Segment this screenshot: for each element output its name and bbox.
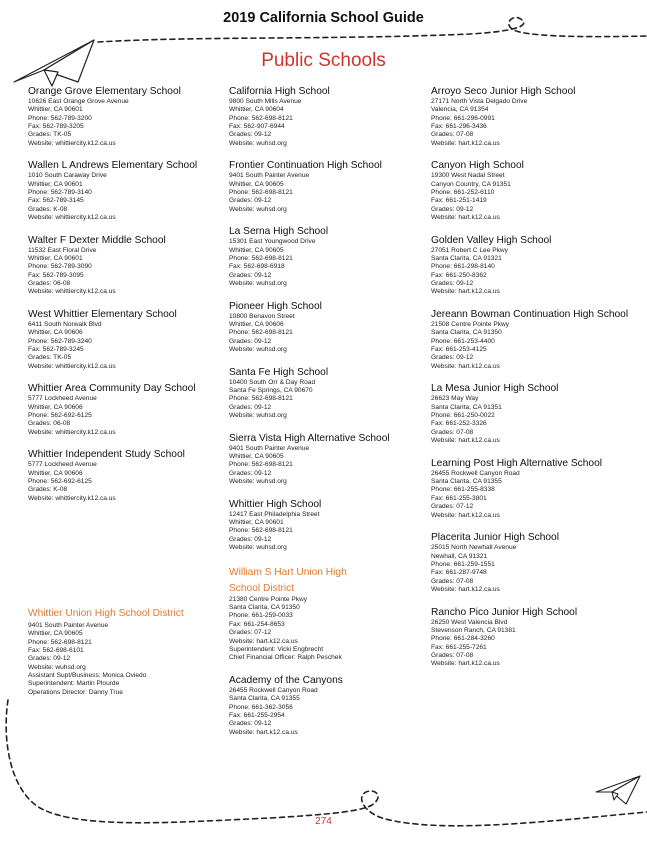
entry-detail-line: 27171 North Vista Delgado Drive: [431, 98, 528, 105]
school-entry: [28, 235, 228, 297]
entry-detail-line: Grades: 09-12: [431, 205, 474, 213]
entry-detail-line: Website: hart.k12.ca.us: [431, 511, 500, 519]
entry-detail-line: Website: hart.k12.ca.us: [229, 637, 298, 645]
entry-detail-line: Grades: 06-08: [28, 420, 71, 428]
column-2: [229, 86, 429, 749]
entry-detail-line: Grades: 07-08: [431, 131, 474, 139]
entry-detail-line: Phone: 562-698-8121: [229, 329, 293, 337]
entry-detail-line: Grades: 07-08: [431, 651, 474, 659]
entry-detail-line: Website: hart.k12.ca.us: [431, 139, 500, 147]
entry-detail-line: Superintendent: Martin Plourde: [28, 680, 120, 688]
entry-detail-line: Fax: 661-254-8653: [229, 620, 285, 628]
entry-detail-line: Whittier, CA 90606: [28, 329, 83, 337]
entry-detail-line: Grades: 09-12: [229, 131, 272, 139]
entry-detail-line: Fax: 661-255-7261: [431, 643, 487, 651]
entry-detail-line: Phone: 562-698-8121: [229, 189, 293, 197]
entry-detail-line: Whittier, CA 90606: [229, 321, 284, 329]
entry-detail-line: Website: hart.k12.ca.us: [229, 728, 298, 736]
entry-detail-line: Website: wuhsd.org: [229, 412, 287, 420]
entry-detail-line: Phone: 562-698-8121: [28, 638, 92, 646]
school-entry: [431, 532, 631, 594]
entry-detail-line: Grades: K-08: [28, 486, 68, 494]
entry-detail-line: Grades: 09-12: [28, 655, 71, 663]
entry-detail-line: Santa Fe Springs, CA 90670: [229, 387, 313, 395]
entry-detail-line: Website: wuhsd.org: [229, 139, 287, 147]
district-details: [229, 596, 429, 663]
school-name: Golden Valley High School: [431, 234, 552, 246]
entry-detail-line: 9401 South Painter Avenue: [229, 444, 310, 452]
entry-detail-line: Whittier, CA 90605: [28, 630, 83, 638]
entry-detail-line: Fax: 562-789-3095: [28, 271, 84, 279]
school-name: Placerita Junior High School: [431, 532, 559, 544]
entry-detail-line: Santa Clarita, CA 91355: [431, 478, 502, 486]
entry-detail-line: Phone: 661-253-4400: [431, 337, 495, 345]
entry-detail-line: Website: whittiercity.k12.ca.us: [28, 139, 116, 147]
section-title: Public Schools: [261, 50, 386, 71]
school-entry: [229, 86, 429, 148]
school-entry: [229, 160, 429, 214]
entry-detail-line: Superintendent: Vicki Engbrecht: [229, 645, 324, 653]
school-name: La Mesa Junior High School: [431, 383, 559, 395]
entry-detail-line: Phone: 562-789-3090: [28, 263, 92, 271]
entry-detail-line: Chief Financial Officer: Ralph Peschek: [229, 654, 342, 662]
entry-detail-line: Fax: 562-789-3145: [28, 197, 84, 205]
hart-district-entry: [229, 565, 429, 663]
school-name: Pioneer High School: [229, 300, 322, 312]
entry-detail-line: Website: whittiercity.k12.ca.us: [28, 362, 116, 370]
entry-detail-line: Website: hart.k12.ca.us: [431, 437, 500, 445]
school-entry: [229, 433, 429, 487]
entry-detail-line: 9401 South Painter Avenue: [229, 172, 310, 180]
entry-detail-line: 21380 Centre Pointe Pkwy: [229, 595, 308, 603]
entry-detail-line: Grades: TK-05: [28, 354, 72, 362]
entry-detail-line: Whittier, CA 90605: [229, 180, 284, 188]
school-entry: [431, 160, 631, 222]
entry-detail-line: Fax: 562-698-6918: [229, 263, 285, 271]
entry-detail-line: 10800 Benavon Street: [229, 312, 295, 320]
entry-detail-line: Website: hart.k12.ca.us: [431, 585, 500, 593]
entry-detail-line: 26623 May Way: [431, 395, 479, 403]
entry-detail-line: 27051 Robert C Lee Pkwy: [431, 246, 508, 254]
school-entry: [28, 309, 228, 371]
entry-detail-line: Grades: 09-12: [229, 535, 272, 543]
entry-detail-line: Fax: 661-255-3801: [431, 494, 487, 502]
entry-detail-line: Santa Clarita, CA 91321: [431, 255, 502, 263]
entry-detail-line: Website: wuhsd.org: [229, 346, 287, 354]
school-name: Whittier High School: [229, 498, 322, 510]
entry-detail-line: Phone: 562-698-8121: [229, 461, 293, 469]
entry-detail-line: Fax: 661-253-4125: [431, 346, 487, 354]
page-number: 274: [315, 816, 332, 827]
school-name: La Serna High School: [229, 226, 329, 238]
entry-detail-line: Operations Director: Danny True: [28, 688, 123, 696]
entry-detail-line: Fax: 562-907-6944: [229, 123, 285, 131]
entry-detail-line: Grades: 09-12: [229, 403, 272, 411]
entry-detail-line: Grades: 09-12: [431, 280, 474, 288]
entry-detail-line: Website: hart.k12.ca.us: [431, 214, 500, 222]
school-entry: [431, 607, 631, 669]
entry-detail-line: Fax: 661-287-9748: [431, 569, 487, 577]
entry-detail-line: Phone: 562-698-8121: [229, 395, 293, 403]
entry-detail-line: Fax: 661-296-3436: [431, 123, 487, 131]
entry-detail-line: Website: wuhsd.org: [28, 663, 86, 671]
entry-detail-line: Website: hart.k12.ca.us: [431, 362, 500, 370]
entry-detail-line: Whittier, CA 90601: [229, 519, 284, 527]
entry-detail-line: 25015 North Newhall Avenue: [431, 544, 517, 552]
entry-detail-line: Fax: 661-250-8362: [431, 271, 487, 279]
entry-detail-line: Fax: 562-789-3205: [28, 123, 84, 131]
entry-detail-line: Phone: 661-259-0033: [229, 612, 293, 620]
entry-detail-line: Website: whittiercity.k12.ca.us: [28, 288, 116, 296]
entry-detail-line: Website: whittiercity.k12.ca.us: [28, 428, 116, 436]
school-entry: [28, 86, 228, 148]
entry-detail-line: Santa Clarita, CA 91351: [431, 403, 502, 411]
entry-detail-line: Fax: 661-255-2954: [229, 711, 285, 719]
entry-detail-line: Grades: K-08: [28, 205, 68, 213]
entry-detail-line: Website: wuhsd.org: [229, 478, 287, 486]
school-name: Rancho Pico Junior High School: [431, 606, 578, 618]
entry-detail-line: Santa Clarita, CA 91350: [229, 604, 300, 612]
entry-detail-line: 15301 East Youngwood Drive: [229, 238, 316, 246]
entry-detail-line: Website: wuhsd.org: [229, 280, 287, 288]
entry-detail-line: Phone: 661-362-3056: [229, 703, 293, 711]
entry-detail-line: Canyon Country, CA 91351: [431, 180, 511, 188]
school-entry: [431, 86, 631, 148]
entry-detail-line: Phone: 562-789-3200: [28, 114, 92, 122]
entry-detail-line: Grades: 07-12: [431, 503, 474, 511]
entry-detail-line: Phone: 562-692-6125: [28, 412, 92, 420]
entry-detail-line: 6411 South Norwalk Blvd: [28, 321, 102, 329]
entry-detail-line: Phone: 562-692-6125: [28, 478, 92, 486]
entry-detail-line: Whittier, CA 90601: [28, 180, 83, 188]
school-name: West Whittier Elementary School: [28, 309, 177, 321]
school-entry: [431, 235, 631, 297]
school-name: Santa Fe High School: [229, 366, 329, 378]
entry-detail-line: Assistant Supt/Business: Monica Oviedo: [28, 672, 147, 680]
entry-detail-line: 19300 West Nadal Street: [431, 172, 505, 180]
school-name: Jereann Bowman Continuation High School: [431, 309, 629, 321]
school-name: Frontier Continuation High School: [229, 160, 382, 172]
entry-detail-line: Website: hart.k12.ca.us: [431, 660, 500, 668]
school-name: Learning Post High Alternative School: [431, 457, 603, 469]
entry-detail-line: Grades: 09-12: [229, 337, 272, 345]
entry-detail-line: Grades: 07-08: [431, 428, 474, 436]
entry-detail-line: Whittier, CA 90604: [229, 106, 284, 114]
school-entry: [28, 383, 228, 437]
entry-detail-line: Phone: 562-698-8121: [229, 527, 293, 535]
entry-detail-line: Phone: 661-298-8140: [431, 263, 495, 271]
entry-detail-line: Grades: 09-12: [431, 354, 474, 362]
district-name-continued: School District: [229, 582, 295, 594]
entry-detail-line: Phone: 661-252-6110: [431, 189, 495, 197]
school-entry: [431, 383, 631, 445]
guide-title: 2019 California School Guide: [223, 10, 424, 26]
whittier-district-entry: [28, 606, 238, 697]
district-name: William S Hart Union High: [229, 566, 347, 578]
entry-detail-line: Phone: 562-789-3140: [28, 189, 92, 197]
entry-detail-line: Phone: 661-255-8338: [431, 486, 495, 494]
entry-detail-line: Grades: 06-08: [28, 280, 71, 288]
entry-detail-line: Phone: 562-698-8121: [229, 114, 293, 122]
school-name: Canyon High School: [431, 160, 524, 172]
school-name: Walter F Dexter Middle School: [28, 234, 166, 246]
entry-detail-line: Fax: 661-252-3326: [431, 420, 487, 428]
entry-detail-line: Website: hart.k12.ca.us: [431, 288, 500, 296]
entry-detail-line: 26250 West Valencia Blvd: [431, 618, 508, 626]
entry-detail-line: 5777 Lockheed Avenue: [28, 461, 97, 469]
entry-detail-line: Santa Clarita, CA 91355: [229, 695, 300, 703]
entry-detail-line: Phone: 661-259-1551: [431, 560, 495, 568]
entry-detail-line: 12417 East Philadelphia Street: [229, 510, 320, 518]
school-entry: [229, 226, 429, 288]
entry-detail-line: Santa Clarita, CA 91350: [431, 329, 502, 337]
entry-detail-line: Phone: 562-698-8121: [229, 255, 293, 263]
entry-detail-line: Grades: 09-12: [229, 720, 272, 728]
entry-detail-line: Whittier, CA 90601: [28, 106, 83, 114]
school-entry: [431, 458, 631, 520]
school-name: California High School: [229, 86, 330, 97]
entry-detail-line: 10626 East Orange Grove Avenue: [28, 98, 129, 105]
entry-detail-line: Website: whittiercity.k12.ca.us: [28, 494, 116, 502]
column-1: [28, 86, 228, 515]
school-name: Wallen L Andrews Elementary School: [28, 160, 198, 172]
entry-detail-line: Newhall, CA 91321: [431, 552, 488, 560]
entry-detail-line: Grades: 09-12: [229, 271, 272, 279]
entry-detail-line: Website: wuhsd.org: [229, 205, 287, 213]
entry-detail-line: Grades: 09-12: [229, 197, 272, 205]
entry-detail-line: Grades: 07-12: [229, 629, 272, 637]
school-entry: [28, 160, 228, 222]
entry-detail-line: Website: whittiercity.k12.ca.us: [28, 214, 116, 222]
school-name: Orange Grove Elementary School: [28, 86, 181, 97]
school-entry: [229, 367, 429, 421]
entry-detail-line: 21508 Centre Pointe Pkwy: [431, 321, 510, 329]
entry-detail-line: Website: wuhsd.org: [229, 544, 287, 552]
entry-detail-line: Whittier, CA 90606: [28, 403, 83, 411]
entry-detail-line: Phone: 661-296-0991: [431, 114, 495, 122]
school-name: Arroyo Seco Junior High School: [431, 86, 576, 97]
entry-detail-line: Grades: 07-08: [431, 577, 474, 585]
school-entry: [229, 499, 429, 553]
school-entry: [431, 309, 631, 371]
entry-detail-line: Fax: 562-698-6101: [28, 647, 84, 655]
entry-detail-line: Phone: 661-284-3260: [431, 635, 495, 643]
paper-plane-small-icon: [596, 776, 640, 804]
entry-detail-line: Grades: TK-05: [28, 131, 72, 139]
district-details: [28, 622, 238, 697]
entry-detail-line: Whittier, CA 90601: [28, 255, 83, 263]
entry-detail-line: Fax: 661-251-1419: [431, 197, 487, 205]
entry-detail-line: Stevenson Ranch, CA 91381: [431, 626, 516, 634]
entry-detail-line: 26455 Rockwell Canyon Road: [431, 469, 520, 477]
column-3: [431, 86, 631, 681]
entry-detail-line: 10400 South Orr & Day Road: [229, 378, 316, 386]
entry-detail-line: 9401 South Painter Avenue: [28, 622, 109, 629]
entry-detail-line: 26455 Rockwell Canyon Road: [229, 686, 318, 694]
entry-detail-line: 11532 East Floral Drive: [28, 246, 97, 254]
district-name: Whittier Union High School District: [28, 608, 184, 619]
school-name: Whittier Independent Study School: [28, 449, 185, 461]
entry-detail-line: Whittier, CA 90605: [229, 246, 284, 254]
entry-detail-line: Grades: 09-12: [229, 469, 272, 477]
entry-detail-line: 9800 South Mills Avenue: [229, 98, 302, 105]
entry-detail-line: Whittier, CA 90605: [229, 453, 284, 461]
entry-detail-line: 5777 Lockheed Avenue: [28, 395, 97, 403]
school-entry: [229, 675, 429, 737]
entry-detail-line: Valencia, CA 91354: [431, 106, 489, 114]
entry-detail-line: Whittier, CA 90606: [28, 469, 83, 477]
entry-detail-line: 1010 South Caraway Drive: [28, 172, 107, 180]
school-entry: [229, 301, 429, 355]
school-name: Sierra Vista High Alternative School: [229, 432, 390, 444]
school-entry: [28, 449, 228, 503]
entry-detail-line: Phone: 562-789-3240: [28, 337, 92, 345]
entry-detail-line: Phone: 661-250-0022: [431, 412, 495, 420]
entry-detail-line: Fax: 562-789-3245: [28, 346, 84, 354]
school-name: Academy of the Canyons: [229, 674, 343, 686]
school-name: Whittier Area Community Day School: [28, 383, 196, 395]
